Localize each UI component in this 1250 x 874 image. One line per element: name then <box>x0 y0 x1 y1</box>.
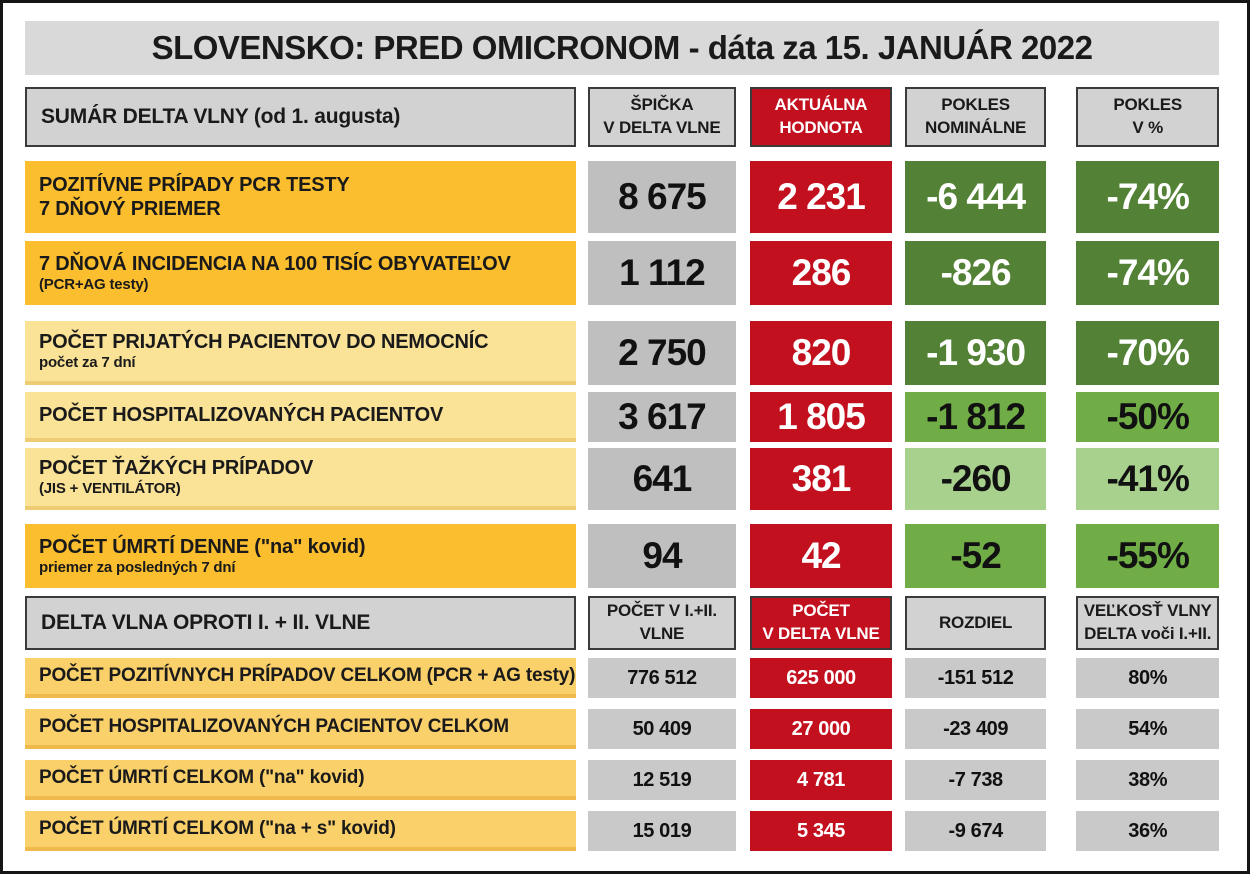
table-row <box>25 161 1219 233</box>
table-row <box>25 448 1219 510</box>
drop-nominal-value: -260 <box>905 448 1047 510</box>
drop-percent-value: -50% <box>1076 392 1219 442</box>
column-header-peak: ŠPIČKA V DELTA VLNE <box>588 87 737 147</box>
drop-percent-value: -41% <box>1076 448 1219 510</box>
table-row <box>25 760 1219 800</box>
current-value: 1 805 <box>750 392 892 442</box>
column-header-drop-percent: POKLES V % <box>1076 87 1219 147</box>
peak-value: 3 617 <box>588 392 737 442</box>
table-row <box>25 811 1219 851</box>
wave12-value: 15 019 <box>588 811 737 851</box>
section1-header-row <box>25 87 1219 147</box>
table-row <box>25 392 1219 442</box>
table-row <box>25 241 1219 305</box>
column-header-drop-nominal: POKLES NOMINÁLNE <box>905 87 1047 147</box>
current-value: 286 <box>750 241 892 305</box>
column-header-difference: ROZDIEL <box>905 596 1047 650</box>
row-label: POČET HOSPITALIZOVANÝCH PACIENTOV CELKOM <box>25 709 576 749</box>
current-value: 2 231 <box>750 161 892 233</box>
table-row <box>25 524 1219 588</box>
drop-percent-value: -74% <box>1076 161 1219 233</box>
section2-header-row <box>25 596 1219 650</box>
column-header-wave-size: VEĽKOSŤ VLNY DELTA voči I.+II. <box>1076 596 1219 650</box>
wave-size-value: 36% <box>1076 811 1219 851</box>
wave12-value: 12 519 <box>588 760 737 800</box>
difference-value: -7 738 <box>905 760 1047 800</box>
drop-percent-value: -74% <box>1076 241 1219 305</box>
column-header-current: AKTUÁLNA HODNOTA <box>750 87 892 147</box>
row-label: POČET POZITÍVNYCH PRÍPADOV CELKOM (PCR + AG testy) <box>25 658 576 698</box>
column-header-wave12: POČET V I.+II. VLNE <box>588 596 737 650</box>
page-title-text: SLOVENSKO: PRED OMICRONOM - dáta za 15. JANUÁR 2022 <box>151 29 1093 66</box>
row-label: POČET ÚMRTÍ DENNE ("na" kovid) priemer za posledných 7 dní <box>25 524 576 588</box>
table-row <box>25 658 1219 698</box>
difference-value: -23 409 <box>905 709 1047 749</box>
page-title <box>25 21 1219 75</box>
current-value: 381 <box>750 448 892 510</box>
row-label: POČET ÚMRTÍ CELKOM ("na" kovid) <box>25 760 576 800</box>
wave12-value: 50 409 <box>588 709 737 749</box>
drop-nominal-value: -1 812 <box>905 392 1047 442</box>
difference-value: -9 674 <box>905 811 1047 851</box>
drop-nominal-value: -1 930 <box>905 321 1047 385</box>
peak-value: 2 750 <box>588 321 737 385</box>
delta-value: 27 000 <box>750 709 892 749</box>
drop-nominal-value: -52 <box>905 524 1047 588</box>
row-label: POČET ÚMRTÍ CELKOM ("na + s" kovid) <box>25 811 576 851</box>
row-label: POČET ŤAŽKÝCH PRÍPADOV (JIS + VENTILÁTOR) <box>25 448 576 510</box>
current-value: 820 <box>750 321 892 385</box>
table-row <box>25 709 1219 749</box>
delta-value: 4 781 <box>750 760 892 800</box>
drop-nominal-value: -6 444 <box>905 161 1047 233</box>
row-label: POČET PRIJATÝCH PACIENTOV DO NEMOCNÍC počet za 7 dní <box>25 321 576 385</box>
drop-percent-value: -55% <box>1076 524 1219 588</box>
peak-value: 641 <box>588 448 737 510</box>
delta-value: 625 000 <box>750 658 892 698</box>
wave-size-value: 54% <box>1076 709 1219 749</box>
section2-title: DELTA VLNA OPROTI I. + II. VLNE <box>25 596 576 650</box>
row-label: POZITÍVNE PRÍPADY PCR TESTY 7 DŇOVÝ PRIEMER <box>25 161 576 233</box>
delta-value: 5 345 <box>750 811 892 851</box>
row-label: POČET HOSPITALIZOVANÝCH PACIENTOV <box>25 392 576 442</box>
column-header-delta: POČET V DELTA VLNE <box>750 596 892 650</box>
peak-value: 1 112 <box>588 241 737 305</box>
peak-value: 94 <box>588 524 737 588</box>
drop-nominal-value: -826 <box>905 241 1047 305</box>
peak-value: 8 675 <box>588 161 737 233</box>
current-value: 42 <box>750 524 892 588</box>
drop-percent-value: -70% <box>1076 321 1219 385</box>
wave-size-value: 38% <box>1076 760 1219 800</box>
section1-title: SUMÁR DELTA VLNY (od 1. augusta) <box>25 87 576 147</box>
difference-value: -151 512 <box>905 658 1047 698</box>
wave-size-value: 80% <box>1076 658 1219 698</box>
table-row <box>25 321 1219 385</box>
wave12-value: 776 512 <box>588 658 737 698</box>
row-label: 7 DŇOVÁ INCIDENCIA NA 100 TISÍC OBYVATEĽOV (PCR+AG testy) <box>25 241 576 305</box>
